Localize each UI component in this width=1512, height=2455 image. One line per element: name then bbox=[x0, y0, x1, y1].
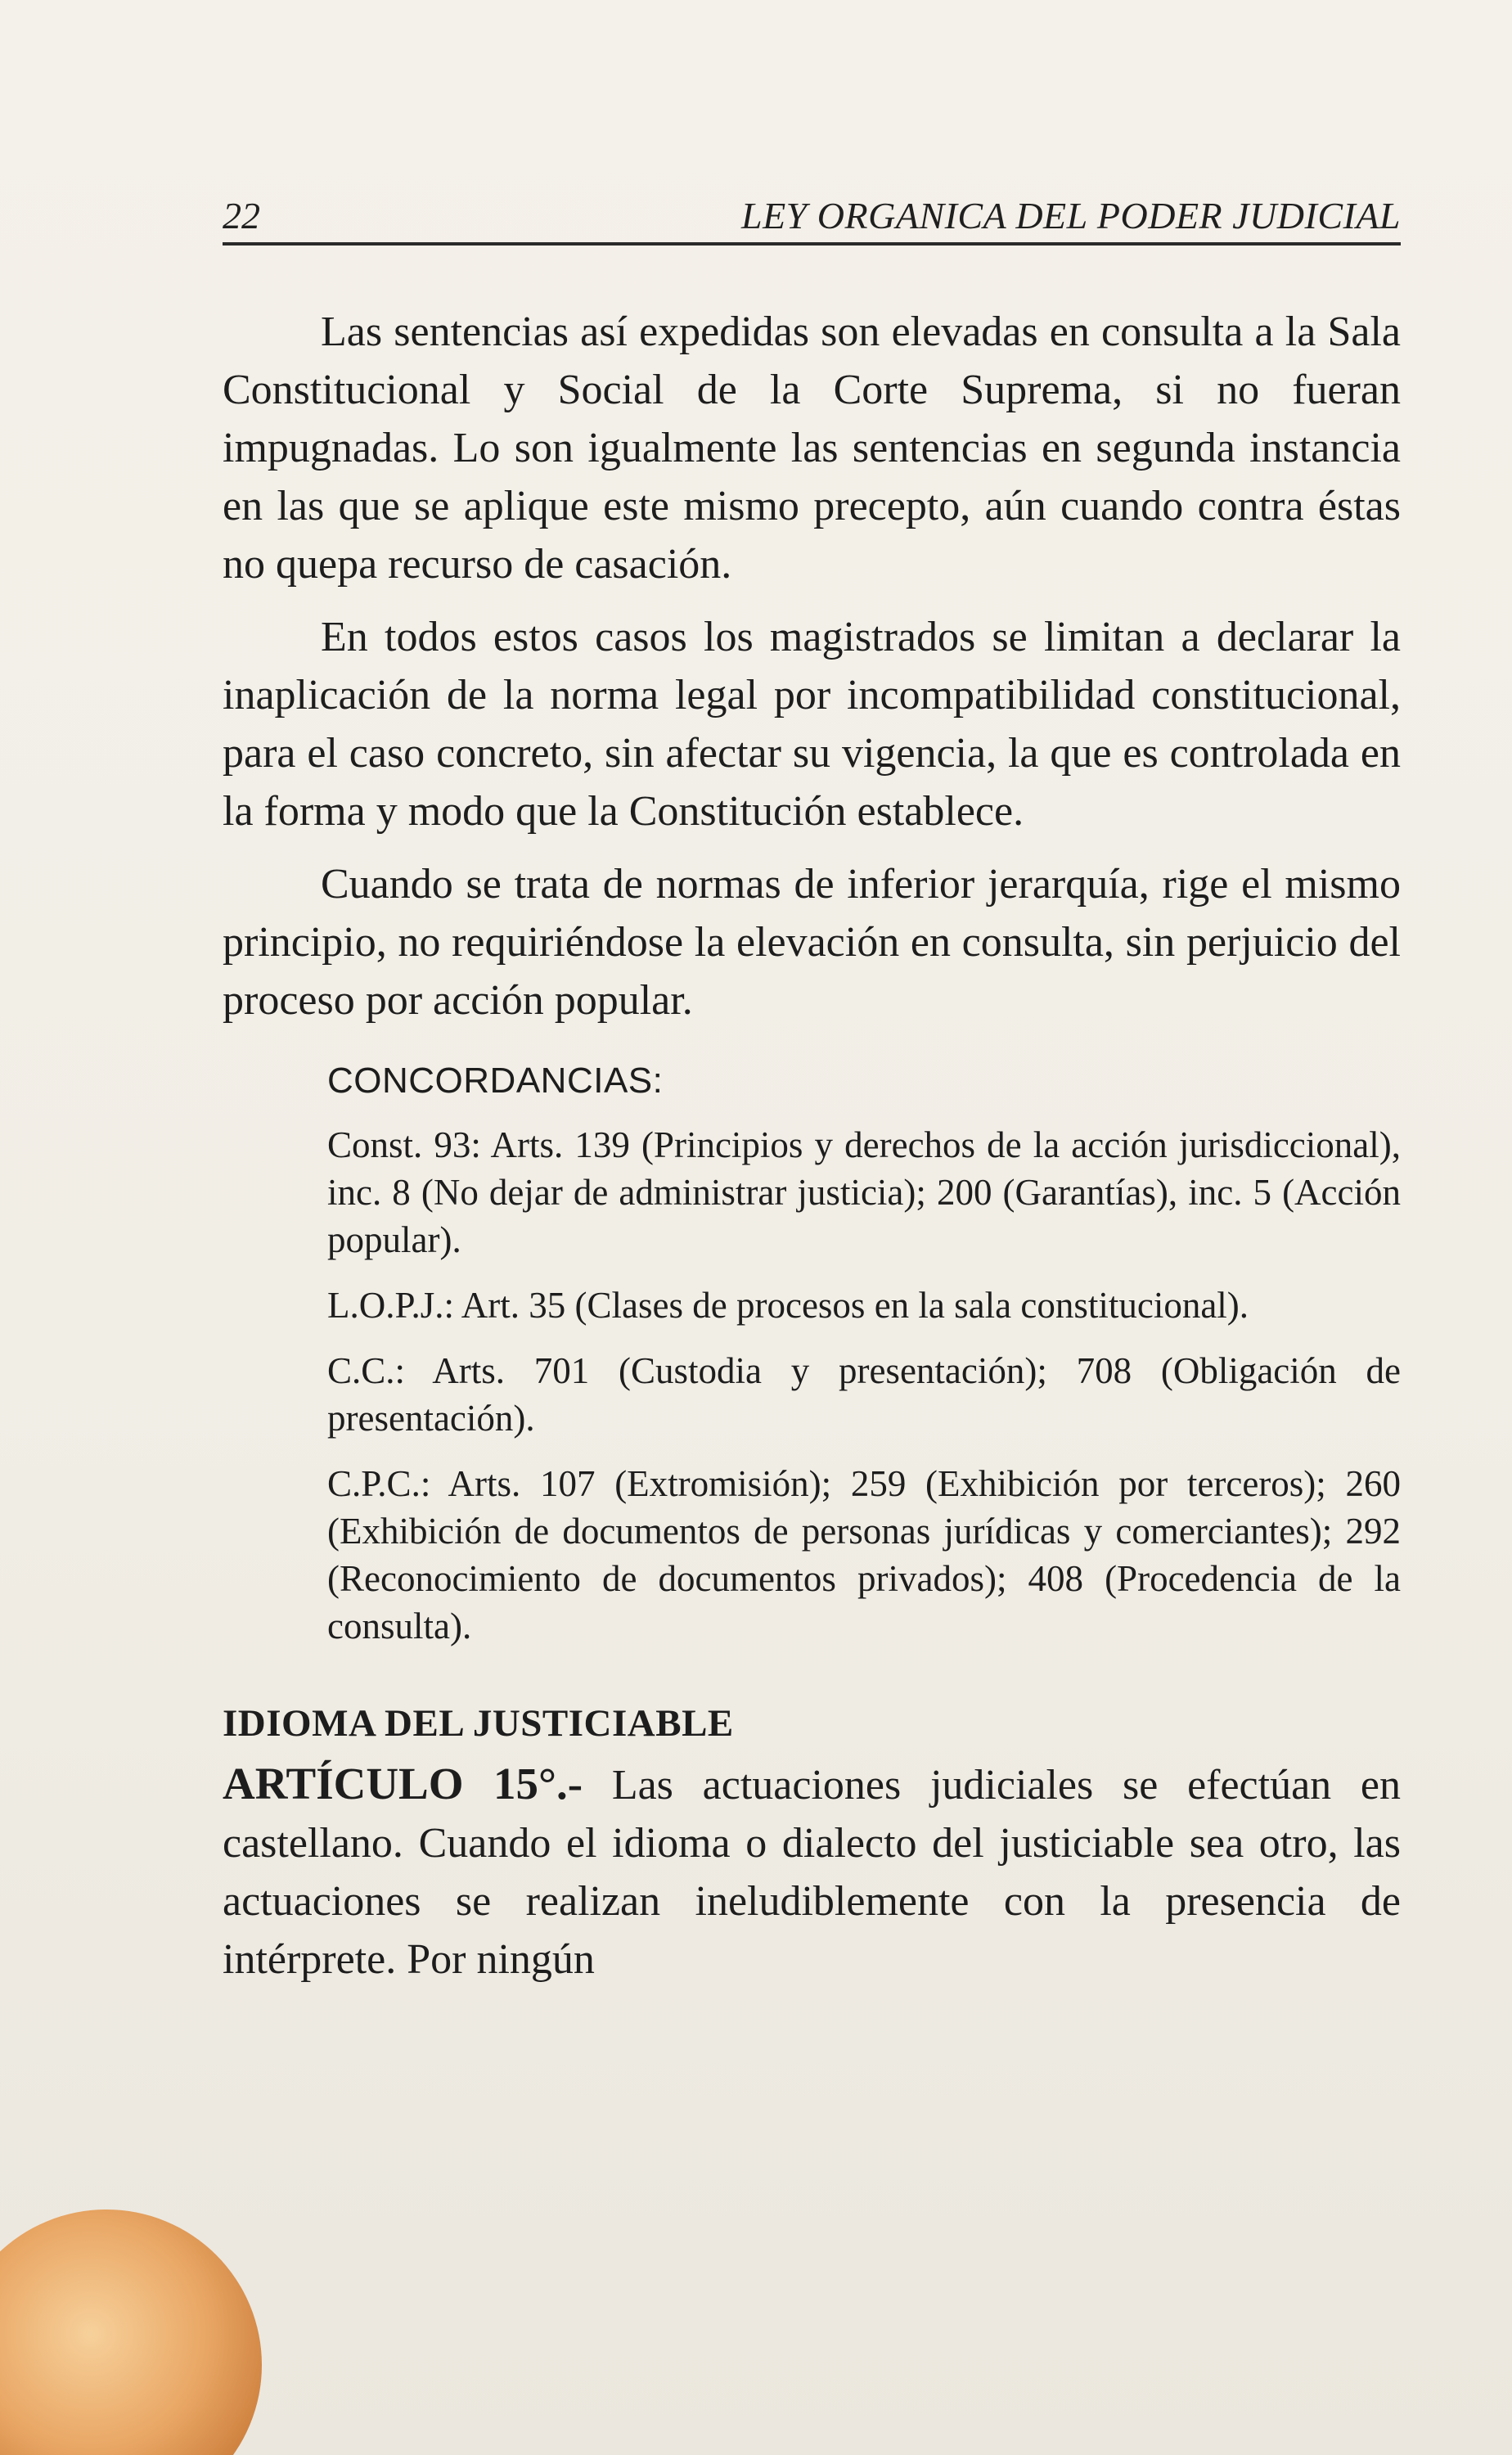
article-label: ARTÍCULO 15°.- bbox=[223, 1759, 583, 1809]
paragraph-2: En todos estos casos los magistrados se limitan a declarar la inaplicación de la norma legal por incompatibilidad constitucional, para el caso concreto, sin afectar su vigencia, la que es controlada en la forma y modo que la Constitución establece. bbox=[223, 614, 1401, 835]
concordancia-item: C.P.C.: Arts. 107 (Extromisión); 259 (Exhibición por terceros); 260 (Exhibición de documentos de personas jurídicas y comerciantes); 292 (Reconocimiento de documentos privados); 408 (Procedencia de la consulta). bbox=[327, 1463, 1401, 1646]
concordancia-item: C.C.: Arts. 701 (Custodia y presentación); 708 (Obligación de presentación). bbox=[327, 1350, 1401, 1439]
running-title: LEY ORGANICA DEL PODER JUDICIAL bbox=[740, 195, 1401, 236]
page-number: 22 bbox=[223, 195, 260, 236]
article-text: Las actuaciones judiciales se efectúan en castellano. Cuando el idioma o dialecto del justiciable sea otro, las actuaciones se realizan ineludiblemente con la presencia de intérprete. Por ningún bbox=[223, 1762, 1402, 1983]
paragraph-3: Cuando se trata de normas de inferior jerarquía, rige el mismo principio, no requiriéndose la elevación en consulta, sin perjuicio del proceso por acción popular. bbox=[223, 861, 1401, 1024]
page-body bbox=[223, 303, 1401, 1989]
article-15 bbox=[223, 1755, 1401, 1989]
section-heading: IDIOMA DEL JUSTICIABLE bbox=[223, 1702, 734, 1745]
concordancias-block bbox=[327, 1057, 1401, 1650]
concordancias-title: CONCORDANCIAS: bbox=[327, 1061, 664, 1101]
thumb-shape bbox=[0, 2210, 262, 2455]
concordancia-item: L.O.P.J.: Art. 35 (Clases de procesos en la sala constitucional). bbox=[327, 1285, 1249, 1326]
page-header bbox=[223, 190, 1401, 246]
paragraph-1: Las sentencias así expedidas son elevadas en consulta a la Sala Constitucional y Social de la Corte Suprema, si no fueran impugnadas. Lo son igualmente las sentencias en segunda instancia en las que se aplique este mismo precepto, aún cuando contra éstas no quepa recurso de casación. bbox=[223, 309, 1401, 588]
concordancia-item: Const. 93: Arts. 139 (Principios y derechos de la acción jurisdiccional), inc. 8 (No dejar de administrar justicia); 200 (Garantías), inc. 5 (Acción popular). bbox=[327, 1124, 1401, 1260]
